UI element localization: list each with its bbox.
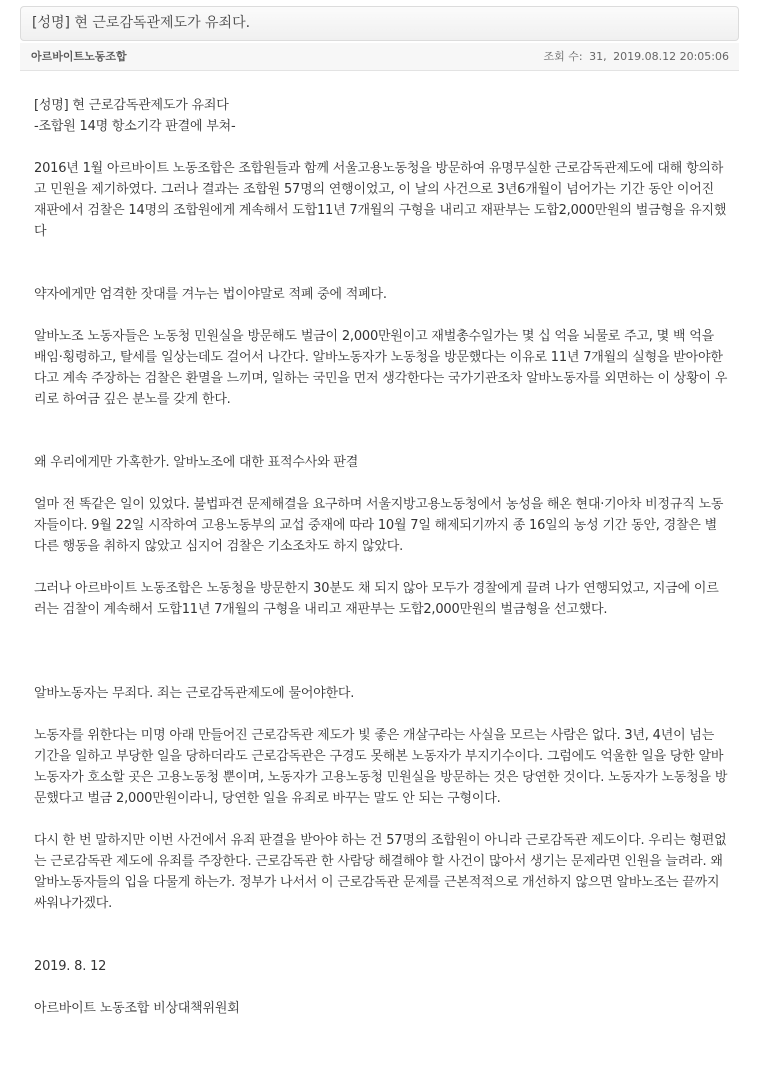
views-count: 31,: [589, 50, 607, 63]
post-title: [20, 6, 739, 41]
paragraph-2: 알바노조 노동자들은 노동청 민원실을 방문해도 벌금이 2,000만원이고 재벌총수일가는 몇 십 억을 뇌물로 주고, 몇 백 억을 배임·횡령하고, 탈세를 일상는데도 걸어서 나간다. 알바노동자가 노동청을 방문했다는 이유로 11년 7개월의 실형을 받아야한다고 계속 주장하는 검찰은 환멸을 느끼며, 일하는 국민을 먼저 생각한다는 국가기관조차 알바노동자를 외면하는 이 상황이 우리로 하여금 깊은 분노를 갖게 한다.: [34, 329, 728, 407]
section-heading-1: 약자에게만 엄격한 잣대를 겨누는 법이야말로 적폐 중에 적폐다.: [34, 287, 387, 302]
post-meta: [20, 43, 739, 71]
views-label: 조회 수:: [543, 50, 583, 63]
post-stats: [541, 43, 729, 71]
paragraph-4: 그러나 아르바이트 노동조합은 노동청을 방문한지 30분도 채 되지 않아 모두가 경찰에게 끌려 나가 연행되었고, 지금에 이르러는 검찰이 계속해서 도합11년 7개월의 구형을 내리고 재판부는 도합2,000만원의 벌금형을 선고했다.: [34, 581, 719, 617]
section-heading-3: 알바노동자는 무죄다. 죄는 근로감독관제도에 물어야한다.: [34, 686, 355, 701]
section-heading-2: 왜 우리에게만 가혹한가. 알바노조에 대한 표적수사와 판결: [34, 455, 359, 470]
post-content: [34, 95, 728, 1019]
paragraph-5: 노동자를 위한다는 미명 아래 만들어진 근로감독관 제도가 빛 좋은 개살구라는 사실을 모르는 사람은 없다. 3년, 4년이 넘는 기간을 일하고 부당한 일을 당하더라도 근로감독관은 구경도 못해본 노동자가 부지기수이다. 그럼에도 억울한 일을 당한 알바노동자가 호소할 곳은 고용노동청 뿐이며, 노동자가 고용노동청 민원실을 방문하는 것은 당연한 것이다. 노동자가 노동청을 방문했다고 벌금 2,000만원이라니, 당연한 일을 유죄로 바꾸는 말도 안 되는 구형이다.: [34, 728, 728, 806]
statement-date: 2019. 8. 12: [34, 959, 107, 974]
paragraph-1: 2016년 1월 아르바이트 노동조합은 조합원들과 함께 서울고용노동청을 방문하여 유명무실한 근로감독관제도에 대해 항의하고 민원을 제기하였다. 그러나 결과는 조합원 57명의 연행이었고, 이 날의 사건으로 3년6개월이 넘어가는 기간 동안 이어진 재판에서 검찰은 14명의 조합원에게 계속해서 도합11년 7개월의 구형을 내리고 재판부는 도합2,000만원의 벌금형을 유지했다: [34, 161, 727, 239]
paragraph-3: 얼마 전 똑같은 일이 있었다. 불법파견 문제해결을 요구하며 서울지방고용노동청에서 농성을 해온 현대·기아차 비정규직 노동자들이다. 9월 22일 시작하여 고용노동부의 교섭 중재에 따라 10월 7일 해제되기까지 종 16일의 농성 기간 동안, 경찰은 별다른 행동을 취하지 않았고 심지어 검찰은 기소조차도 하지 않았다.: [34, 497, 724, 554]
paragraph-6: 다시 한 번 말하지만 이번 사건에서 유죄 판결을 받아야 하는 건 57명의 조합원이 아니라 근로감독관 제도이다. 우리는 형편없는 근로감독관 제도에 유죄를 주장한다. 근로감독관 한 사람당 해결해야 할 사건이 많아서 생기는 문제라면 인원을 늘려라. 왜 알바노동자들의 입을 다물게 하는가. 정부가 나서서 이 근로감독관 문제를 근본적적으로 개선하지 않으면 알바노조는 끝까지 싸워나가겠다.: [34, 833, 727, 911]
post-author[interactable]: 아르바이트노동조합: [31, 50, 127, 63]
statement-heading: [성명] 현 근로감독관제도가 유죄다: [34, 98, 229, 113]
statement-subheading: -조합원 14명 항소기각 판결에 부쳐-: [34, 119, 236, 134]
post-datetime: 2019.08.12 20:05:06: [613, 50, 729, 63]
statement-signature: 아르바이트 노동조합 비상대책위원회: [34, 1001, 240, 1016]
post-title-text: [성명] 현 근로감독관제도가 유죄다.: [32, 15, 251, 31]
